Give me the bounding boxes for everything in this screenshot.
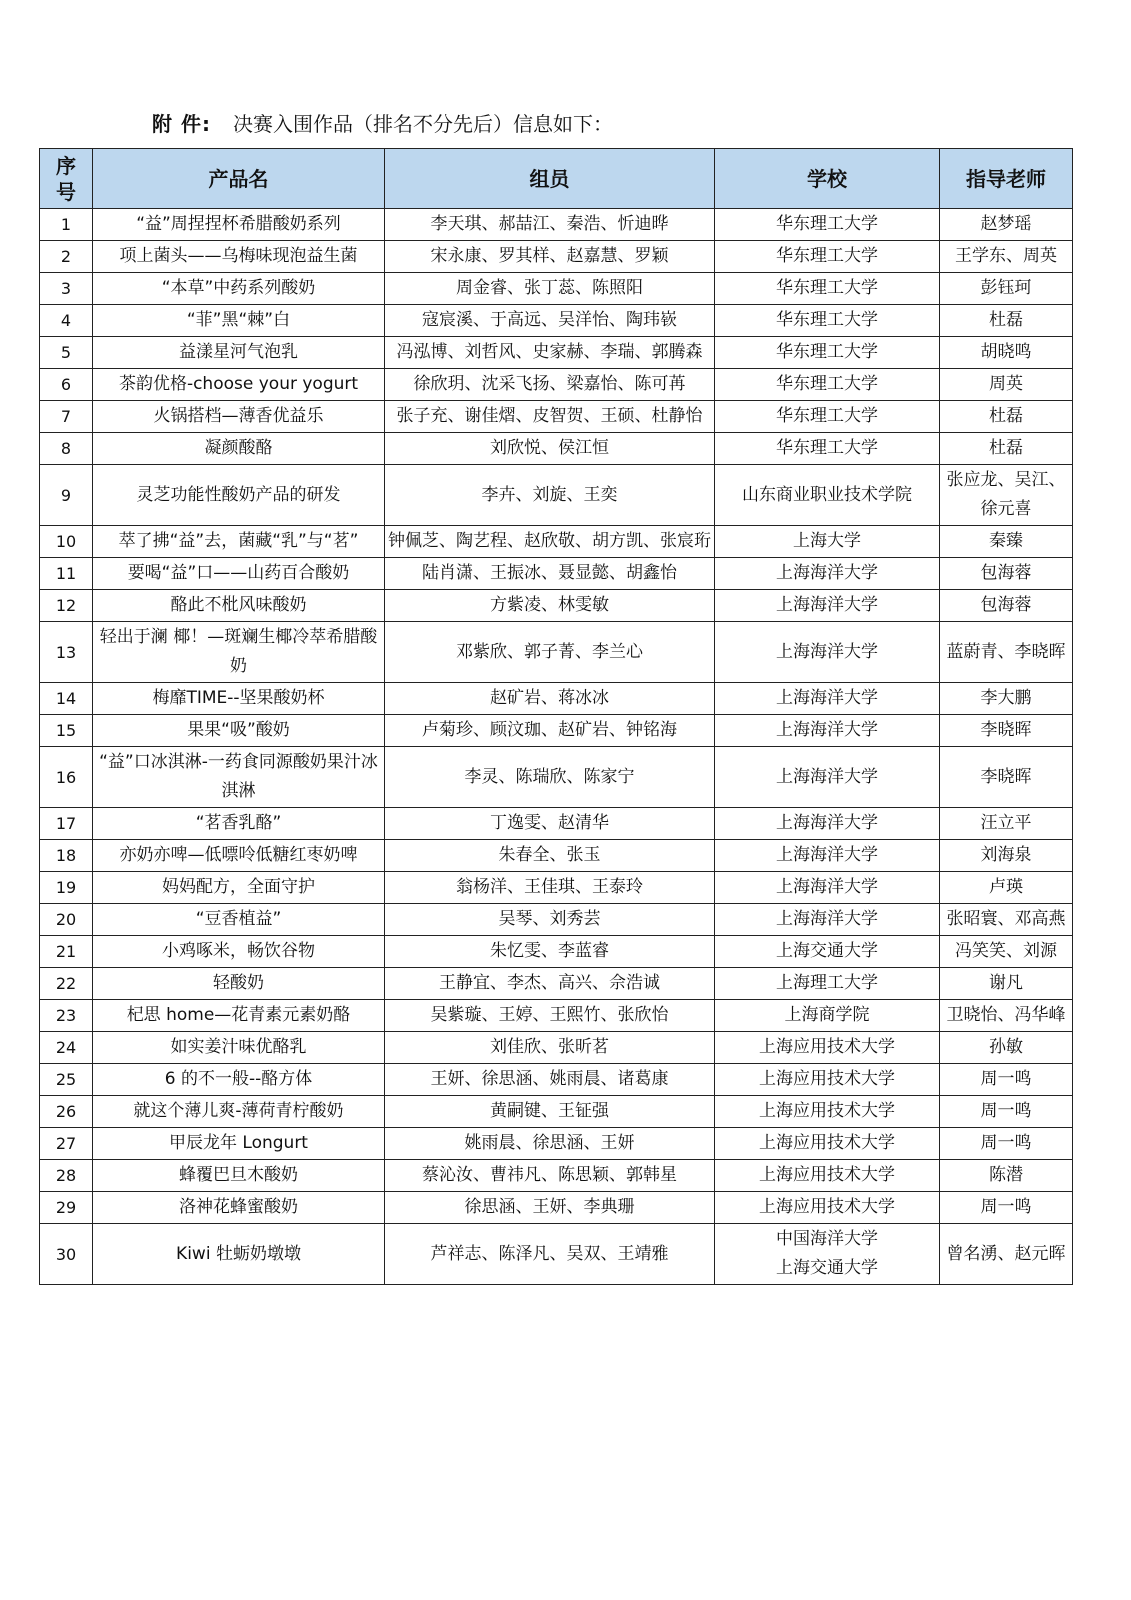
table-row <box>40 622 1073 683</box>
product-name: 凝颜酸酪 <box>93 433 385 465</box>
school-name: 上海海洋大学 <box>715 715 940 747</box>
row-index: 2 <box>40 241 93 273</box>
school-name: 上海海洋大学 <box>715 808 940 840</box>
row-index: 3 <box>40 273 93 305</box>
row-index: 4 <box>40 305 93 337</box>
team-members: 芦祥志、陈泽凡、吴双、王靖雅 <box>385 1224 715 1285</box>
table-row <box>40 305 1073 337</box>
school-name: 上海海洋大学 <box>715 904 940 936</box>
school-name: 上海海洋大学 <box>715 683 940 715</box>
team-members: 刘欣悦、侯江恒 <box>385 433 715 465</box>
product-name: “豆香植益” <box>93 904 385 936</box>
row-index: 13 <box>40 622 93 683</box>
school-name: 华东理工大学 <box>715 433 940 465</box>
team-members: 周金睿、张丁蕊、陈照阳 <box>385 273 715 305</box>
advisor-name: 卢瑛 <box>940 872 1073 904</box>
school-name: 上海海洋大学 <box>715 558 940 590</box>
advisor-name: 杜磊 <box>940 401 1073 433</box>
school-name: 上海理工大学 <box>715 968 940 1000</box>
team-members: 丁逸雯、赵清华 <box>385 808 715 840</box>
product-name: Kiwi 牡蛎奶墩墩 <box>93 1224 385 1285</box>
product-name: 如实姜汁味优酪乳 <box>93 1032 385 1064</box>
row-index: 14 <box>40 683 93 715</box>
advisor-name: 彭钰珂 <box>940 273 1073 305</box>
table-row <box>40 968 1073 1000</box>
school-name: 上海交通大学 <box>715 936 940 968</box>
product-name: 甲辰龙年 Longurt <box>93 1128 385 1160</box>
team-members: 翁杨洋、王佳琪、王泰玲 <box>385 872 715 904</box>
product-name: 火锅搭档—薄香优益乐 <box>93 401 385 433</box>
school-name: 华东理工大学 <box>715 337 940 369</box>
advisor-name: 谢凡 <box>940 968 1073 1000</box>
school-name: 华东理工大学 <box>715 273 940 305</box>
advisor-name: 张应龙、吴江、徐元喜 <box>940 465 1073 526</box>
row-index: 22 <box>40 968 93 1000</box>
advisor-name: 周英 <box>940 369 1073 401</box>
row-index: 27 <box>40 1128 93 1160</box>
school-name: 山东商业职业技术学院 <box>715 465 940 526</box>
row-index: 20 <box>40 904 93 936</box>
advisor-name: 张昭寰、邓高燕 <box>940 904 1073 936</box>
table-row <box>40 1096 1073 1128</box>
table-row <box>40 747 1073 808</box>
school-name: 华东理工大学 <box>715 305 940 337</box>
school-name: 华东理工大学 <box>715 209 940 241</box>
table-row <box>40 904 1073 936</box>
school-name: 华东理工大学 <box>715 401 940 433</box>
advisor-name: 曾名湧、赵元晖 <box>940 1224 1073 1285</box>
row-index: 24 <box>40 1032 93 1064</box>
product-name: 轻出于澜 椰！—斑斓生椰冷萃希腊酸奶 <box>93 622 385 683</box>
advisor-name: 卫晓怡、冯华峰 <box>940 1000 1073 1032</box>
product-name: 蜂覆巴旦木酸奶 <box>93 1160 385 1192</box>
advisor-name: 陈潜 <box>940 1160 1073 1192</box>
advisor-name: 周一鸣 <box>940 1096 1073 1128</box>
product-name: 轻酸奶 <box>93 968 385 1000</box>
row-index: 9 <box>40 465 93 526</box>
row-index: 15 <box>40 715 93 747</box>
table-row <box>40 1032 1073 1064</box>
product-name: 洛神花蜂蜜酸奶 <box>93 1192 385 1224</box>
school-name: 上海海洋大学 <box>715 622 940 683</box>
advisor-name: 李大鹏 <box>940 683 1073 715</box>
row-index: 6 <box>40 369 93 401</box>
row-index: 26 <box>40 1096 93 1128</box>
team-members: 王妍、徐思涵、姚雨晨、诸葛康 <box>385 1064 715 1096</box>
advisor-name: 王学东、周英 <box>940 241 1073 273</box>
table-row <box>40 872 1073 904</box>
page-heading <box>152 108 613 137</box>
team-members: 徐欣玥、沈采飞扬、梁嘉怡、陈可苒 <box>385 369 715 401</box>
row-index: 12 <box>40 590 93 622</box>
school-name: 上海商学院 <box>715 1000 940 1032</box>
advisor-name: 周一鸣 <box>940 1128 1073 1160</box>
product-name: “本草”中药系列酸奶 <box>93 273 385 305</box>
advisor-name: 蓝蔚青、李晓晖 <box>940 622 1073 683</box>
team-members: 寇宸溪、于高远、吴洋怡、陶玮嵚 <box>385 305 715 337</box>
product-name: 项上菌头——乌梅味现泡益生菌 <box>93 241 385 273</box>
team-members: 徐思涵、王妍、李典珊 <box>385 1192 715 1224</box>
advisor-name: 冯笑笑、刘源 <box>940 936 1073 968</box>
row-index: 29 <box>40 1192 93 1224</box>
heading-label: 附 件: <box>152 112 211 136</box>
team-members: 邓紫欣、郭子菁、李兰心 <box>385 622 715 683</box>
team-members: 卢菊珍、顾汶珈、赵矿岩、钟铭海 <box>385 715 715 747</box>
table-row <box>40 273 1073 305</box>
school-name: 上海应用技术大学 <box>715 1128 940 1160</box>
table-row <box>40 1064 1073 1096</box>
table-row <box>40 241 1073 273</box>
product-name: 梅靡TIME--坚果酸奶杯 <box>93 683 385 715</box>
table-row <box>40 936 1073 968</box>
table-row <box>40 337 1073 369</box>
row-index: 10 <box>40 526 93 558</box>
school-name: 上海海洋大学 <box>715 590 940 622</box>
table-row <box>40 1128 1073 1160</box>
table-row <box>40 715 1073 747</box>
advisor-name: 孙敏 <box>940 1032 1073 1064</box>
team-members: 李天琪、郝喆江、秦浩、忻迪晔 <box>385 209 715 241</box>
row-index: 1 <box>40 209 93 241</box>
row-index: 30 <box>40 1224 93 1285</box>
product-name: 要喝“益”口——山药百合酸奶 <box>93 558 385 590</box>
school-name: 上海海洋大学 <box>715 872 940 904</box>
team-members: 方紫凌、林雯敏 <box>385 590 715 622</box>
team-members: 宋永康、罗其样、赵嘉慧、罗颖 <box>385 241 715 273</box>
advisor-name: 周一鸣 <box>940 1192 1073 1224</box>
advisor-name: 秦臻 <box>940 526 1073 558</box>
advisor-name: 包海蓉 <box>940 590 1073 622</box>
table-row <box>40 840 1073 872</box>
table-row <box>40 1192 1073 1224</box>
team-members: 蔡沁汝、曹祎凡、陈思颖、郭韩星 <box>385 1160 715 1192</box>
school-name: 华东理工大学 <box>715 369 940 401</box>
row-index: 19 <box>40 872 93 904</box>
product-name: 益漾星河气泡乳 <box>93 337 385 369</box>
table-row <box>40 401 1073 433</box>
table-row <box>40 526 1073 558</box>
advisor-name: 赵梦瑶 <box>940 209 1073 241</box>
team-members: 王静宜、李杰、高兴、佘浩诚 <box>385 968 715 1000</box>
school-name: 上海海洋大学 <box>715 747 940 808</box>
school-name: 上海应用技术大学 <box>715 1032 940 1064</box>
team-members: 黄嗣键、王钲强 <box>385 1096 715 1128</box>
row-index: 17 <box>40 808 93 840</box>
row-index: 11 <box>40 558 93 590</box>
product-name: 酪此不枇风味酸奶 <box>93 590 385 622</box>
product-name: 果果“吸”酸奶 <box>93 715 385 747</box>
table-row <box>40 590 1073 622</box>
table-row <box>40 433 1073 465</box>
school-name: 上海应用技术大学 <box>715 1160 940 1192</box>
school-name: 上海应用技术大学 <box>715 1064 940 1096</box>
school-name: 上海大学 <box>715 526 940 558</box>
school-name: 中国海洋大学 上海交通大学 <box>715 1224 940 1285</box>
finalist-table <box>39 148 1073 1285</box>
advisor-name: 汪立平 <box>940 808 1073 840</box>
team-members: 李卉、刘旋、王奕 <box>385 465 715 526</box>
header-product: 产品名 <box>93 149 385 209</box>
product-name: 就这个薄儿爽-薄荷青柠酸奶 <box>93 1096 385 1128</box>
product-name: “菲”黑“棘”白 <box>93 305 385 337</box>
table-row <box>40 465 1073 526</box>
table-header-row <box>40 149 1073 209</box>
product-name: “茗香乳酪” <box>93 808 385 840</box>
product-name: 灵芝功能性酸奶产品的研发 <box>93 465 385 526</box>
table-row <box>40 808 1073 840</box>
school-name: 华东理工大学 <box>715 241 940 273</box>
advisor-name: 李晓晖 <box>940 747 1073 808</box>
advisor-name: 包海蓉 <box>940 558 1073 590</box>
team-members: 吴紫璇、王婷、王熙竹、张欣怡 <box>385 1000 715 1032</box>
row-index: 5 <box>40 337 93 369</box>
school-name: 上海应用技术大学 <box>715 1192 940 1224</box>
advisor-name: 胡晓鸣 <box>940 337 1073 369</box>
advisor-name: 李晓晖 <box>940 715 1073 747</box>
product-name: 亦奶亦啤—低嘌呤低糖红枣奶啤 <box>93 840 385 872</box>
row-index: 8 <box>40 433 93 465</box>
team-members: 刘佳欣、张昕茗 <box>385 1032 715 1064</box>
row-index: 7 <box>40 401 93 433</box>
row-index: 28 <box>40 1160 93 1192</box>
team-members: 朱忆雯、李蓝睿 <box>385 936 715 968</box>
team-members: 赵矿岩、蒋冰冰 <box>385 683 715 715</box>
row-index: 16 <box>40 747 93 808</box>
header-index: 序 号 <box>40 149 93 209</box>
table-row <box>40 209 1073 241</box>
product-name: 妈妈配方，全面守护 <box>93 872 385 904</box>
team-members: 张子充、谢佳熠、皮智贺、王硕、杜静怡 <box>385 401 715 433</box>
product-name: 杞思 home—花青素元素奶酪 <box>93 1000 385 1032</box>
school-name: 上海海洋大学 <box>715 840 940 872</box>
product-name: 小鸡啄米，畅饮谷物 <box>93 936 385 968</box>
product-name: 茶韵优格-choose your yogurt <box>93 369 385 401</box>
row-index: 21 <box>40 936 93 968</box>
advisor-name: 杜磊 <box>940 433 1073 465</box>
heading-text: 决赛入围作品（排名不分先后）信息如下： <box>232 112 613 136</box>
table-row <box>40 1160 1073 1192</box>
header-members: 组员 <box>385 149 715 209</box>
row-index: 23 <box>40 1000 93 1032</box>
header-advisor: 指导老师 <box>940 149 1073 209</box>
advisor-name: 刘海泉 <box>940 840 1073 872</box>
team-members: 吴琴、刘秀芸 <box>385 904 715 936</box>
team-members: 李灵、陈瑞欣、陈家宁 <box>385 747 715 808</box>
table-row <box>40 1224 1073 1285</box>
team-members: 姚雨晨、徐思涵、王妍 <box>385 1128 715 1160</box>
table-row <box>40 369 1073 401</box>
team-members: 冯泓博、刘哲风、史家赫、李瑞、郭腾森 <box>385 337 715 369</box>
team-members: 陆肖潇、王振冰、聂显懿、胡鑫怡 <box>385 558 715 590</box>
table-row <box>40 683 1073 715</box>
advisor-name: 周一鸣 <box>940 1064 1073 1096</box>
row-index: 18 <box>40 840 93 872</box>
header-school: 学校 <box>715 149 940 209</box>
product-name: “益”口冰淇淋-一药食同源酸奶果汁冰淇淋 <box>93 747 385 808</box>
table-row <box>40 1000 1073 1032</box>
product-name: 6 的不一般--酪方体 <box>93 1064 385 1096</box>
school-name: 上海应用技术大学 <box>715 1096 940 1128</box>
team-members: 朱春全、张玉 <box>385 840 715 872</box>
product-name: “益”周捏捏杯希腊酸奶系列 <box>93 209 385 241</box>
advisor-name: 杜磊 <box>940 305 1073 337</box>
row-index: 25 <box>40 1064 93 1096</box>
product-name: 萃了拂“益”去，菌藏“乳”与“茗” <box>93 526 385 558</box>
team-members: 钟佩芝、陶艺程、赵欣敬、胡方凯、张宸珩 <box>385 526 715 558</box>
table-row <box>40 558 1073 590</box>
